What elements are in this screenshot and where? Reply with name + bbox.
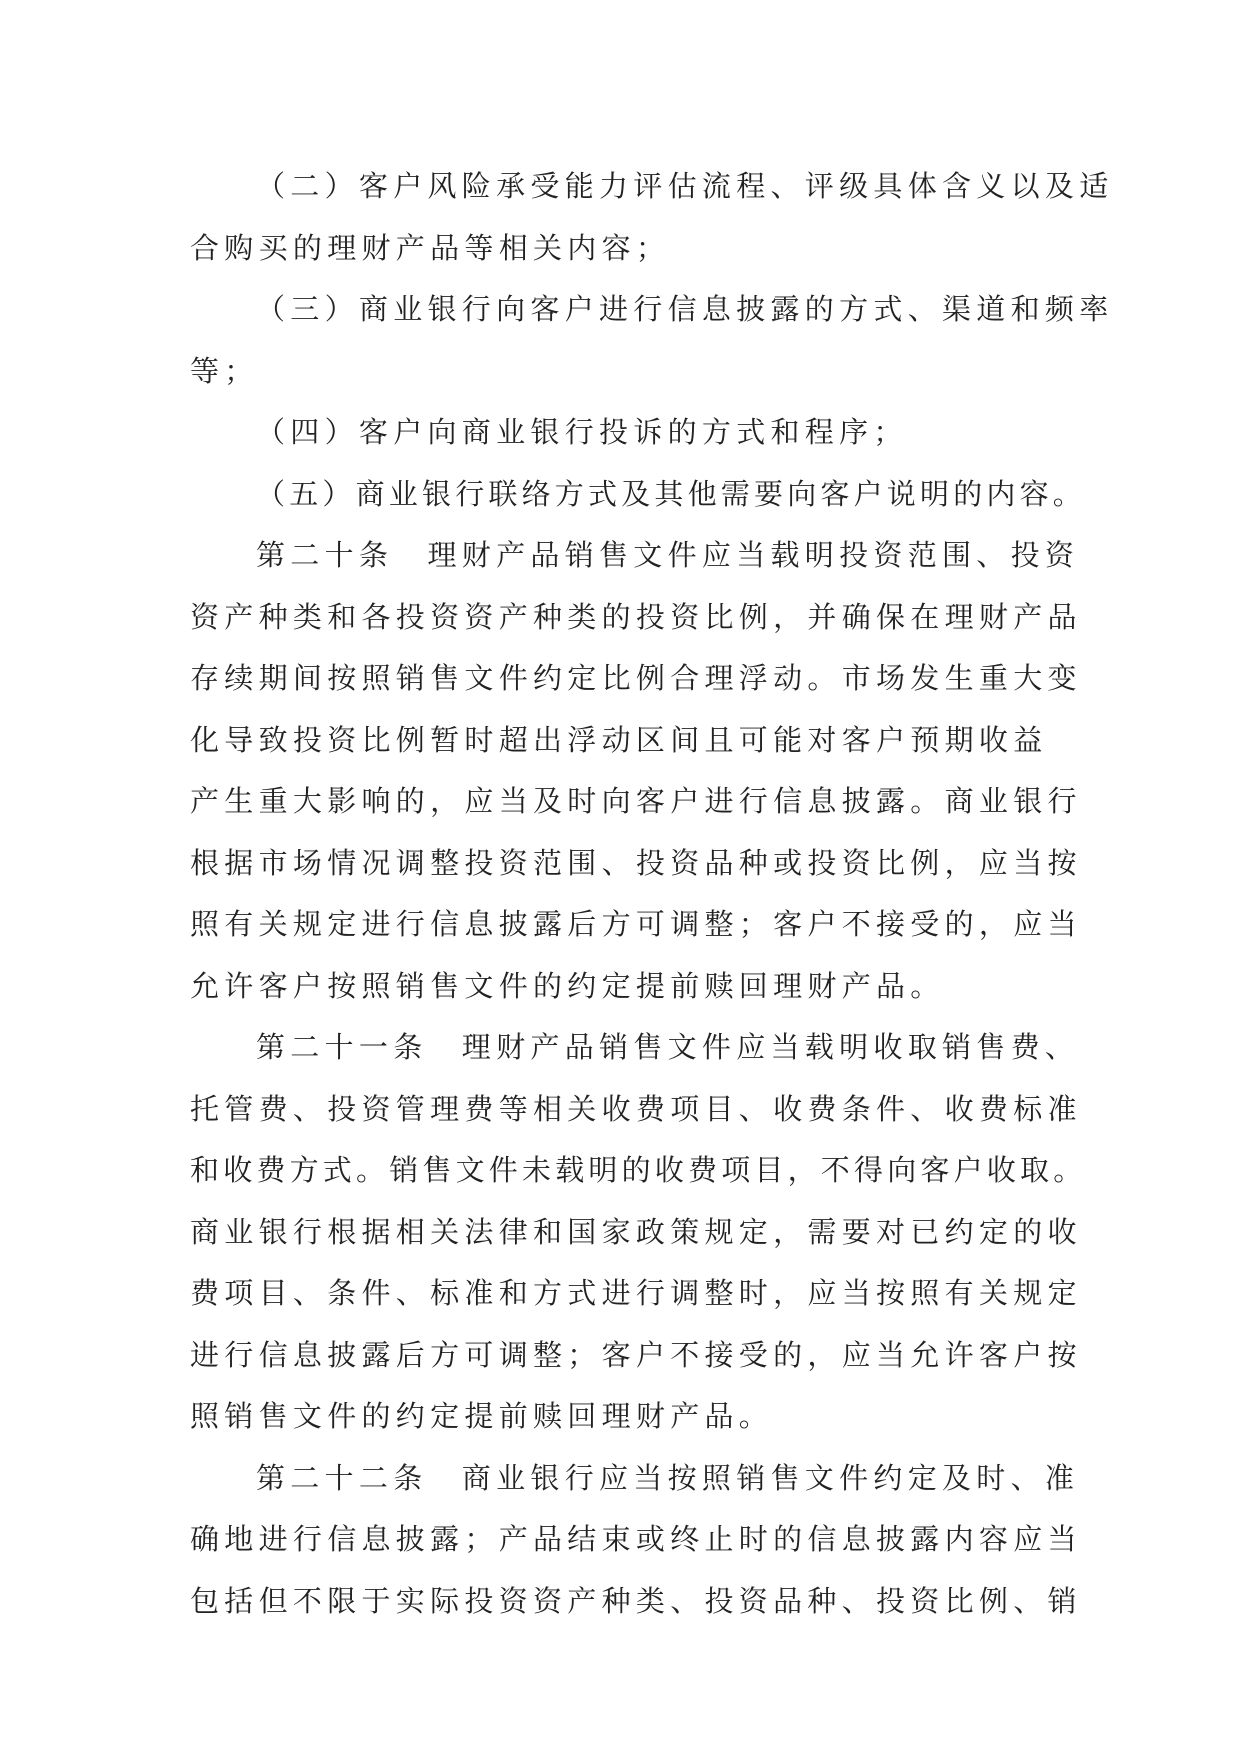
text-line: 托管费、投资管理费等相关收费项目、收费条件、收费标准 — [190, 1091, 1082, 1126]
text-line: （五）商业银行联络方式及其他需要向客户说明的内容。 — [256, 476, 1087, 511]
article-22-heading-line: 第二十二条 商业银行应当按照销售文件约定及时、准 — [256, 1460, 1080, 1495]
text-line: 等； — [190, 353, 259, 388]
text-line: 照有关规定进行信息披露后方可调整；客户不接受的，应当 — [190, 907, 1082, 941]
text-line: 照销售文件的约定提前赎回理财产品。 — [190, 1399, 774, 1433]
text-line: （四）客户向商业银行投诉的方式和程序； — [256, 415, 908, 449]
text-line: 和收费方式。销售文件未载明的收费项目，不得向客户收取。 — [190, 1153, 1087, 1187]
text-line: 进行信息披露后方可调整；客户不接受的，应当允许客户按 — [190, 1337, 1082, 1372]
article-21-heading-line: 第二十一条 理财产品销售文件应当载明收取销售费、 — [256, 1030, 1080, 1064]
text-line: 包括但不限于实际投资资产种类、投资品种、投资比例、销 — [190, 1583, 1082, 1618]
text-line: 费项目、条件、标准和方式进行调整时，应当按照有关规定 — [190, 1276, 1082, 1310]
document-body — [190, 156, 1114, 1632]
text-line: 资产种类和各投资资产种类的投资比例，并确保在理财产品 — [190, 599, 1082, 634]
article-20-heading-line: 第二十条 理财产品销售文件应当载明投资范围、投资 — [256, 538, 1080, 572]
text-line: 确地进行信息披露；产品结束或终止时的信息披露内容应当 — [190, 1522, 1082, 1556]
text-line: 允许客户按照销售文件的约定提前赎回理财产品。 — [190, 968, 945, 1003]
text-line: （三）商业银行向客户进行信息披露的方式、渠道和频率 — [256, 292, 1114, 326]
text-line: 合购买的理财产品等相关内容； — [190, 230, 671, 265]
text-line: 商业银行根据相关法律和国家政策规定，需要对已约定的收 — [190, 1214, 1082, 1249]
text-line: 根据市场情况调整投资范围、投资品种或投资比例，应当按 — [190, 845, 1082, 880]
text-line: （二）客户风险承受能力评估流程、评级具体含义以及适 — [256, 169, 1114, 203]
text-line: 产生重大影响的，应当及时向客户进行信息披露。商业银行 — [190, 784, 1082, 818]
text-line: 化导致投资比例暂时超出浮动区间且可能对客户预期收益 — [190, 722, 1048, 757]
text-line: 存续期间按照销售文件约定比例合理浮动。市场发生重大变 — [190, 661, 1082, 695]
